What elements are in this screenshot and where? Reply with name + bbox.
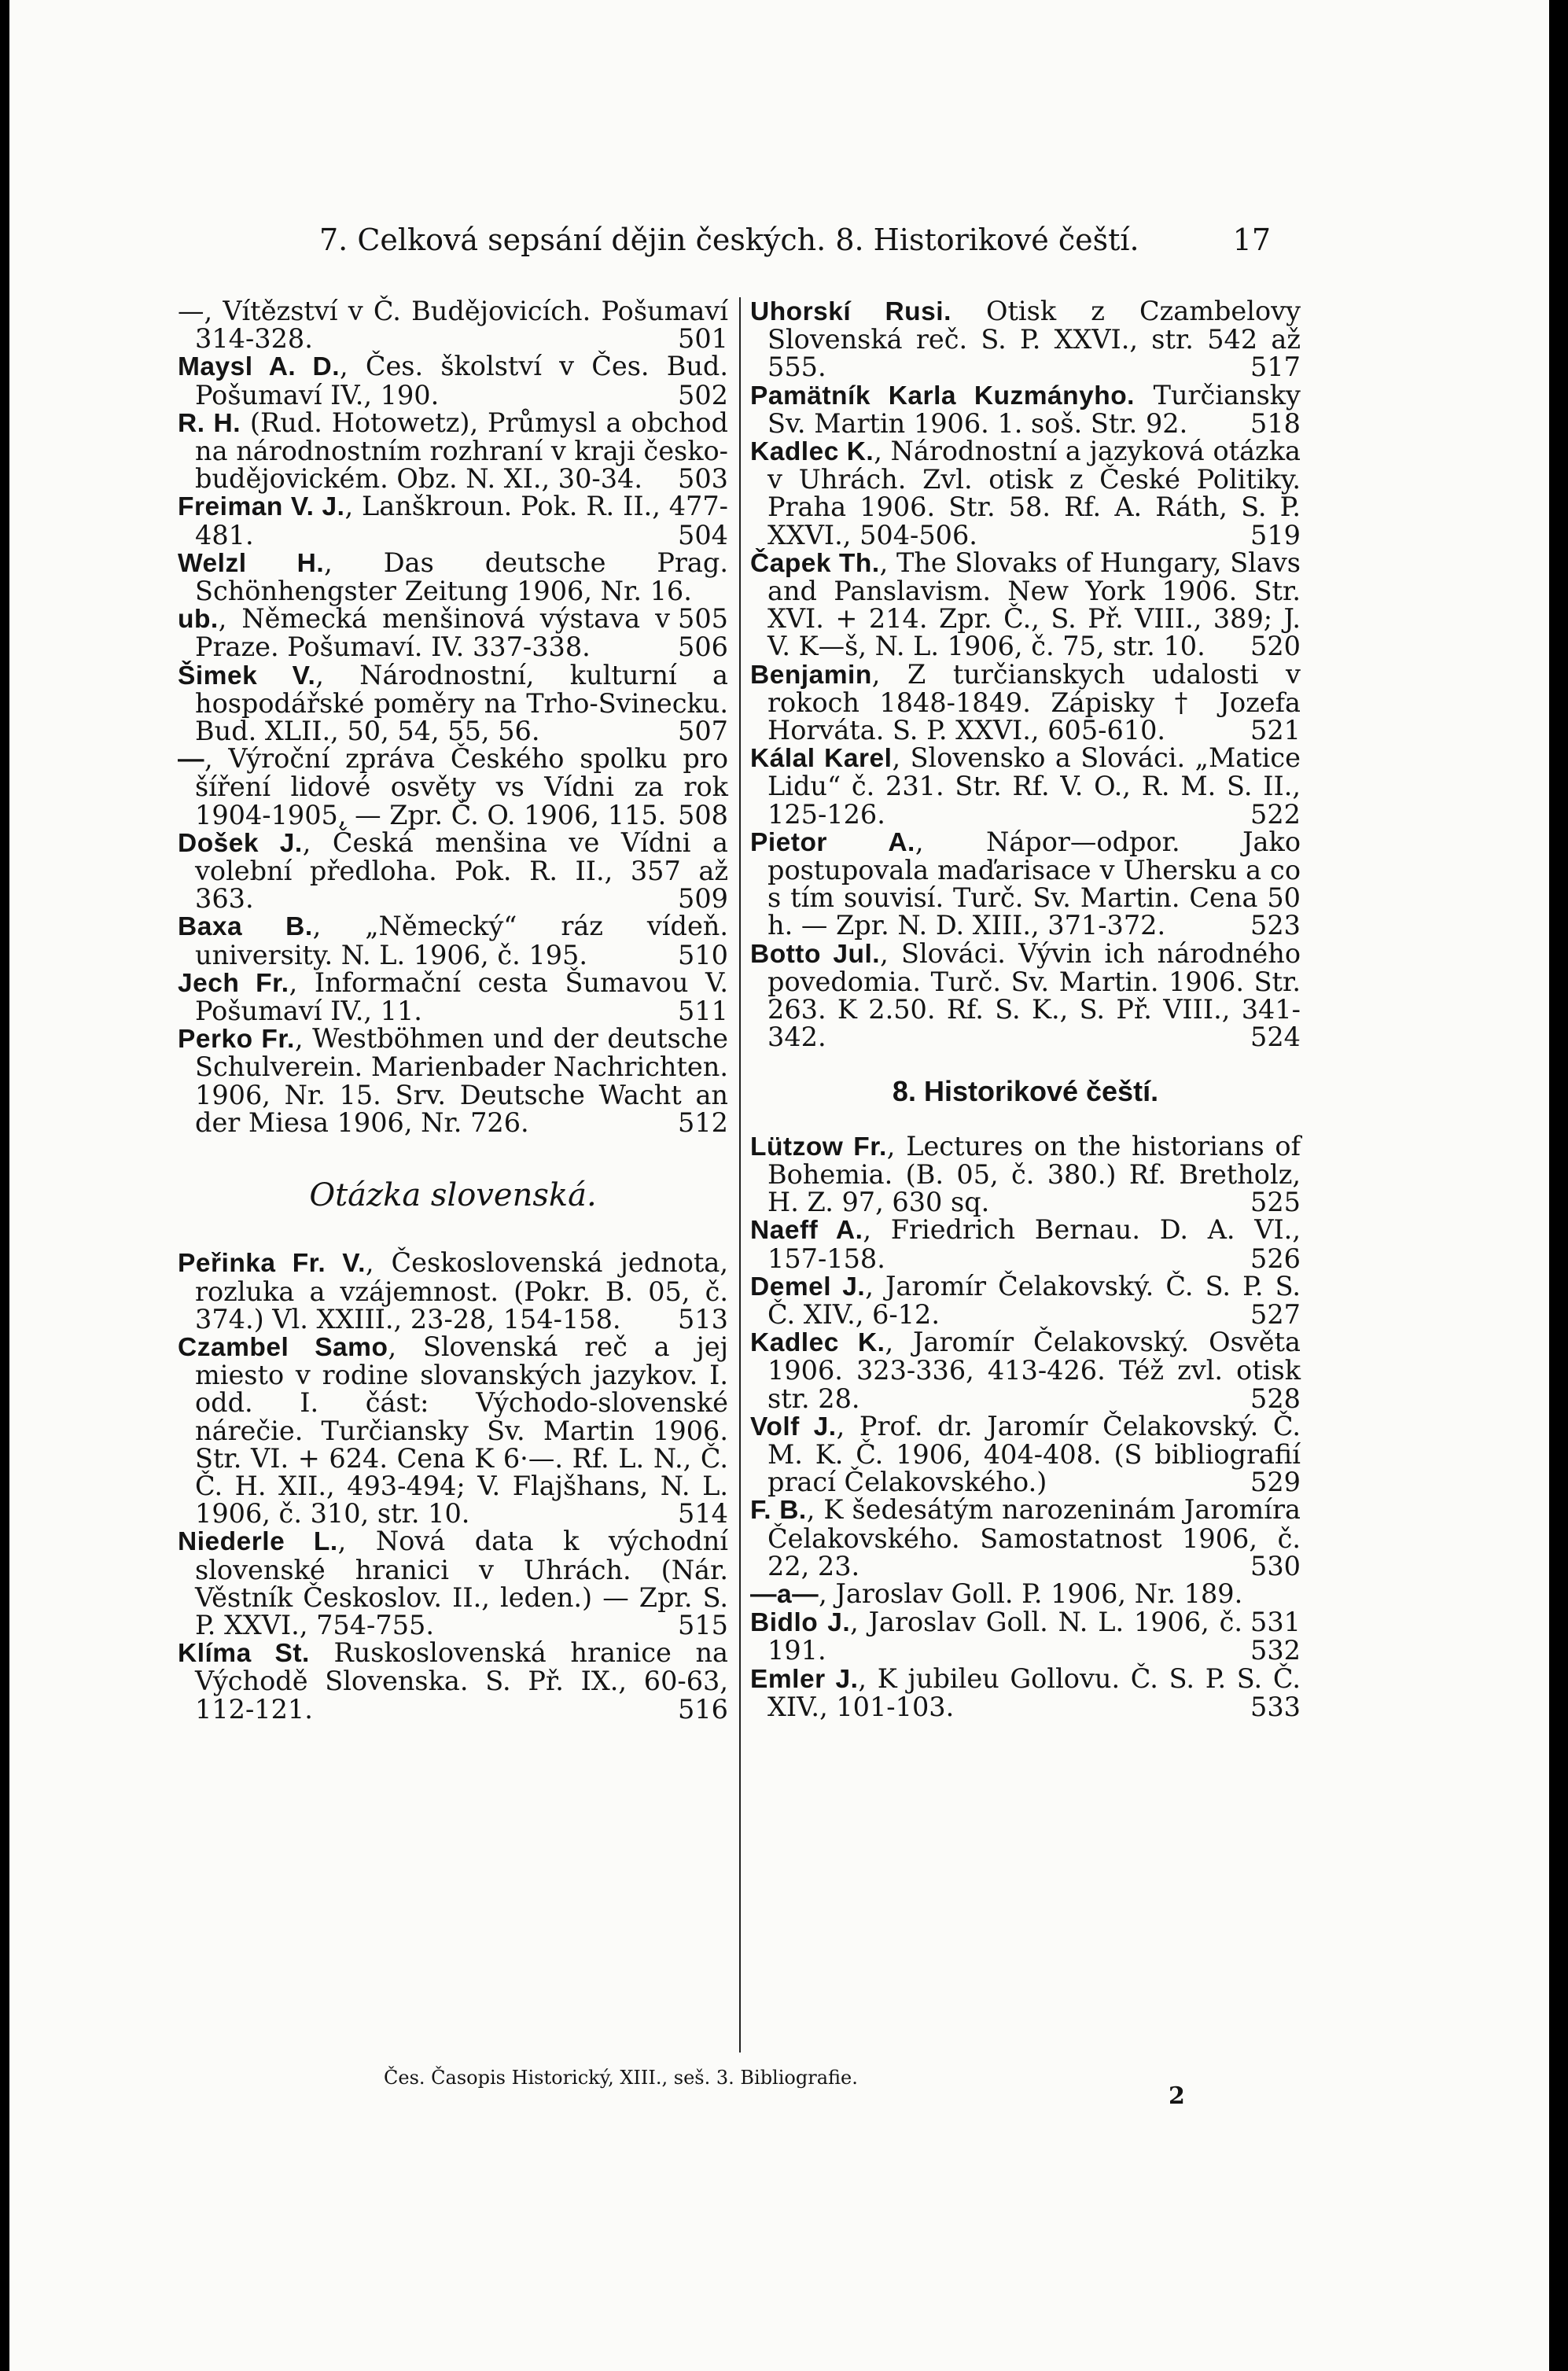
entry-number: 517: [1250, 352, 1301, 383]
entry-author: Maysl A. D.: [178, 352, 340, 382]
entry-number: 520: [1250, 631, 1301, 662]
bibliography-entry: [178, 966, 728, 1027]
entry-author: Demel J.: [750, 1272, 866, 1301]
entry-text: , Lectures on the historians of Bohemia. (B. 05, č. 380.) Rf. Bretholz, H. Z. 97, 630 sq.: [767, 1130, 1301, 1218]
entry-list: [750, 1132, 1301, 1721]
entry-text: , Česká menšina ve Vídni a volební předloha. Pok. R. II., 357 až 363.: [195, 827, 728, 915]
entry-text: , Slovensko a Slováci. „Matice Lidu“ č. 231. Str. Rf. V. O., R. M. S. II., 125-126.: [767, 742, 1301, 830]
bibliography-entry: [178, 1025, 728, 1136]
section-title-slovak: Otázka slovenská.: [309, 1177, 597, 1214]
entry-text: , Jaromír Čelakovský. Osvěta 1906. 323-336, 413-426. Též zvl. otisk str. 28.: [767, 1327, 1301, 1414]
bibliography-entry: [750, 828, 1301, 940]
entry-author: Lützow Fr.: [750, 1132, 887, 1162]
entry-author: F. B.: [750, 1496, 807, 1526]
entry-author: ub.: [178, 605, 219, 635]
entry-author: Došek J.: [178, 828, 303, 858]
entry-author: —: [178, 745, 204, 775]
entry-text: , Národnostní, kulturní a hospodářské poměry na Trho-Svinecku. Bud. XLII., 50, 54, 55, 56.: [195, 659, 728, 747]
entry-author: Volf J.: [750, 1412, 837, 1441]
entry-text: , Nápor—odpor. Jako postupovala maďarisace v Uhersku a co s tím souvisí. Turč. Sv. Martin. Cena 50 h. — Zpr. N. D. XIII., 371-372.: [767, 826, 1301, 941]
bibliography-entry: [750, 937, 1301, 1053]
bibliography-entry: [178, 1639, 728, 1723]
entry-number: 522: [1250, 798, 1301, 830]
bibliography-entry: [178, 492, 728, 548]
entry-number: 518: [1250, 407, 1301, 439]
entry-author: Benjamin: [750, 660, 872, 690]
entry-number: 526: [1250, 1243, 1301, 1274]
entry-number: 515: [678, 1609, 728, 1640]
entry-text: , Friedrich Bernau. D. A. VI., 157-158.: [767, 1214, 1301, 1274]
entry-author: Uhorskí Rusi.: [750, 297, 951, 326]
bibliography-entry: [750, 744, 1301, 828]
signature-mark: 2: [1169, 2082, 1185, 2110]
entry-text: Ruskoslovenská hranice na Východě Slovenska. S. Př. IX., 60-63, 112-121.: [195, 1637, 729, 1725]
entry-number: 530: [1250, 1550, 1301, 1581]
entry-author: Klíma St.: [178, 1639, 310, 1669]
bibliography-entry: [750, 1216, 1301, 1272]
entry-text: , Informační cesta Šumavou V. Pošumaví IV., 11.: [195, 966, 728, 1027]
page-header: [319, 223, 1271, 270]
bibliography-entry: [178, 661, 728, 746]
entry-author: Emler J.: [750, 1664, 859, 1694]
entry-number: 521: [1250, 715, 1301, 746]
left-column: [178, 297, 728, 1723]
bibliography-entry: [750, 437, 1301, 549]
entry-number: 505: [678, 603, 728, 635]
entry-number: 504: [678, 519, 728, 550]
document-page: [9, 0, 1549, 2371]
entry-number: 510: [678, 939, 728, 970]
entry-number: 507: [678, 716, 728, 747]
entry-text: Turčiansky Sv. Martin 1906. 1. soš. Str. 92.: [767, 379, 1301, 439]
bibliography-entry: [178, 829, 728, 913]
entry-number: 509: [678, 883, 728, 915]
entry-number: 528: [1250, 1382, 1301, 1414]
entry-list: [178, 1247, 729, 1725]
entry-author: Baxa B.: [178, 912, 313, 942]
entry-author: Niederle L.: [178, 1527, 338, 1557]
entry-author: Jech Fr.: [178, 968, 289, 998]
entry-text: , The Slovaks of Hungary, Slavs and Panslavism. New York 1906. Str. XVI. + 214. Zpr. Č., S. Př. VIII., 389; J. V. K—š, N. L. 1906, č. 75, str. 10.: [767, 547, 1301, 662]
bibliography-entry: [178, 912, 728, 968]
bibliography-entry: [750, 297, 1301, 381]
entry-author: Kadlec K.: [750, 1328, 885, 1358]
entry-number: 525: [1250, 1187, 1301, 1218]
entry-author: Perko Fr.: [178, 1025, 295, 1055]
entry-author: Naeff A.: [750, 1216, 863, 1246]
entry-number: 512: [678, 1106, 728, 1138]
entry-number: 524: [1250, 1022, 1301, 1053]
entry-list: [178, 297, 728, 1136]
entry-number: 531: [1250, 1607, 1301, 1638]
entry-author: Freiman V. J.: [178, 492, 345, 522]
entry-text: , Lanškroun. Pok. R. II., 477-481.: [195, 491, 728, 550]
entry-number: 511: [678, 996, 728, 1027]
column-divider: [739, 297, 741, 2053]
entry-text: Otisk z Czambelovy Slovenská reč. S. P. XXVI., str. 542 až 555.: [767, 296, 1301, 383]
entry-author: Pietor A.: [750, 827, 915, 857]
bibliography-entry: [750, 381, 1301, 437]
entry-text: , „Německý“ ráz vídeň. university. N. L. 1906, č. 195.: [195, 911, 728, 970]
entry-text: —, Vítězství v Č. Budějovicích. Pošumaví 314-328.: [178, 296, 728, 355]
entry-number: 532: [1250, 1635, 1301, 1666]
entry-number: 514: [678, 1498, 728, 1530]
bibliography-entry: [750, 658, 1301, 746]
entry-number: 502: [678, 379, 728, 411]
entry-author: Peřinka Fr. V.: [178, 1249, 366, 1279]
entry-text: , K jubileu Gollovu. Č. S. P. S. Č. XIV., 101-103.: [767, 1662, 1301, 1722]
entry-text: , Jaroslav Goll. P. 1906, Nr. 189.: [819, 1578, 1243, 1609]
bibliography-entry: [750, 1662, 1301, 1722]
signature-footer: Čes. Časopis Historický, XIII., seš. 3. Bibliografie.: [384, 2067, 858, 2089]
entry-number: 513: [678, 1303, 728, 1335]
entry-author: Pamätník Karla Kuzmányho.: [750, 381, 1135, 411]
page-number: 17: [1232, 223, 1271, 257]
entry-text: , Československá jednota, rozluka a vzájemnost. (Pokr. B. 05, č. 374.) Vl. XXIII., 23-28, 154-158.: [195, 1247, 728, 1335]
entry-author: Kálal Karel: [750, 744, 893, 774]
bibliography-entry: [750, 1608, 1301, 1664]
entry-text: , Německá menšinová výstava v Praze. Pošumaví. IV. 337-338.: [195, 603, 671, 663]
entry-text: , Z turčianskych udalosti v rokoch 1848-1849. Zápisky † Jozefa Horváta. S. P. XXVI., 605-610.: [767, 658, 1301, 746]
entry-text: , Výroční zpráva Českého spolku pro šíření lidové osvěty vs Vídni za rok 1904-1905, — Zpr. Č. O. 1906, 115.: [195, 743, 728, 830]
entry-text: , Slovenská reč a jej miesto v rodine slovanských jazykov. I. odd. I. část: Východo-slovenské nárečie. Turčiansky Sv. Martin 1906. Str. VI. + 624. Cena K 6·—. Rf. L. N., Č. Č. H. XII., 493-494; V. Flajšhans, N. L. 1906, č. 310, str. 10.: [195, 1331, 729, 1530]
entry-author: Čapek Th.: [750, 548, 880, 578]
entry-author: Bidlo J.: [750, 1608, 851, 1638]
right-column: [750, 297, 1301, 1721]
bibliography-entry: [750, 1272, 1301, 1328]
bibliography-entry: [178, 745, 728, 829]
bibliography-entry: [178, 1331, 729, 1530]
bibliography-entry: [178, 351, 728, 411]
bibliography-entry: [178, 409, 728, 493]
entry-text: , K šedesátým narozeninám Jaromíra Čelakovského. Samostatnost 1906, č. 22, 23.: [767, 1494, 1301, 1581]
entry-number: 503: [678, 463, 728, 495]
bibliography-entry: [178, 605, 728, 661]
bibliography-entry: [750, 1496, 1301, 1580]
entry-list: [750, 297, 1301, 1051]
entry-number: 533: [1250, 1691, 1301, 1722]
entry-text: , Čes. školství v Čes. Bud. Pošumaví IV., 190.: [195, 351, 728, 411]
bibliography-entry: [178, 1527, 728, 1639]
entry-text: , Das deutsche Prag. Schönhengster Zeitung 1906, Nr. 16.: [195, 547, 728, 607]
entry-text: , Prof. dr. Jaromír Čelakovský. Č. M. K. Č. 1906, 404-408. (S bibliografií prací Čelakovského.): [767, 1410, 1301, 1498]
entry-number: 527: [1250, 1298, 1301, 1330]
section-title-historians: 8. Historikové čeští.: [892, 1075, 1159, 1108]
entry-text: , Jaroslav Goll. N. L. 1906, č. 191.: [767, 1607, 1243, 1666]
entry-number: 508: [678, 799, 728, 830]
entry-author: Kadlec K.: [750, 437, 874, 467]
entry-number: 519: [1250, 519, 1301, 550]
entry-number: 506: [678, 631, 728, 663]
entry-number: 516: [678, 1693, 728, 1725]
entry-text: , Slováci. Vývin ich národného povedomia. Turč. Sv. Martin. 1906. Str. 263. K 2.50. Rf. S. K., S. Př. VIII., 341-342.: [767, 937, 1301, 1053]
entry-text: (Rud. Hotowetz), Průmysl a obchod na národnostním rozhraní v kraji česko-budějovickém. Obz. N. XI., 30-34.: [195, 407, 729, 495]
entry-text: , Jaromír Čelakovský. Č. S. P. S. Č. XIV., 6-12.: [767, 1270, 1301, 1330]
entry-author: R. H.: [178, 408, 241, 438]
bibliography-entry: [750, 1132, 1301, 1217]
bibliography-entry: [178, 296, 728, 355]
bibliography-entry: [750, 549, 1301, 661]
bibliography-entry: [750, 1328, 1301, 1412]
entry-text: , Národnostní a jazyková otázka v Uhrách. Zvl. otisk z České Politiky. Praha 1906. Str. 58. Rf. A. Ráth, S. P. XXVI., 504-506.: [767, 436, 1301, 550]
entry-author: —a—: [750, 1579, 819, 1609]
bibliography-entry: [178, 1249, 728, 1333]
entry-text: , Westböhmen und der deutsche Schulverein. Marienbader Nachrichten. 1906, Nr. 15. Srv. Deutsche Wacht an der Miesa 1906, Nr. 726.: [195, 1023, 729, 1138]
entry-number: 529: [1250, 1467, 1301, 1498]
bibliography-entry: [750, 1412, 1301, 1497]
entry-number: 523: [1250, 910, 1301, 941]
entry-text: , Nová data k východní slovenské hranici v Uhrách. (Nár. Věstník Českoslov. II., leden.) — Zpr. S. P. XXVI., 754-755.: [195, 1526, 728, 1640]
entry-author: Czambel Samo: [178, 1332, 388, 1362]
entry-author: Welzl H.: [178, 548, 325, 578]
entry-author: Botto Jul.: [750, 939, 881, 969]
entry-author: Šimek V.: [178, 661, 316, 690]
running-title: 7. Celková sepsání dějin českých. 8. Historikové čeští.: [319, 223, 1139, 257]
entry-number: 501: [678, 323, 728, 355]
